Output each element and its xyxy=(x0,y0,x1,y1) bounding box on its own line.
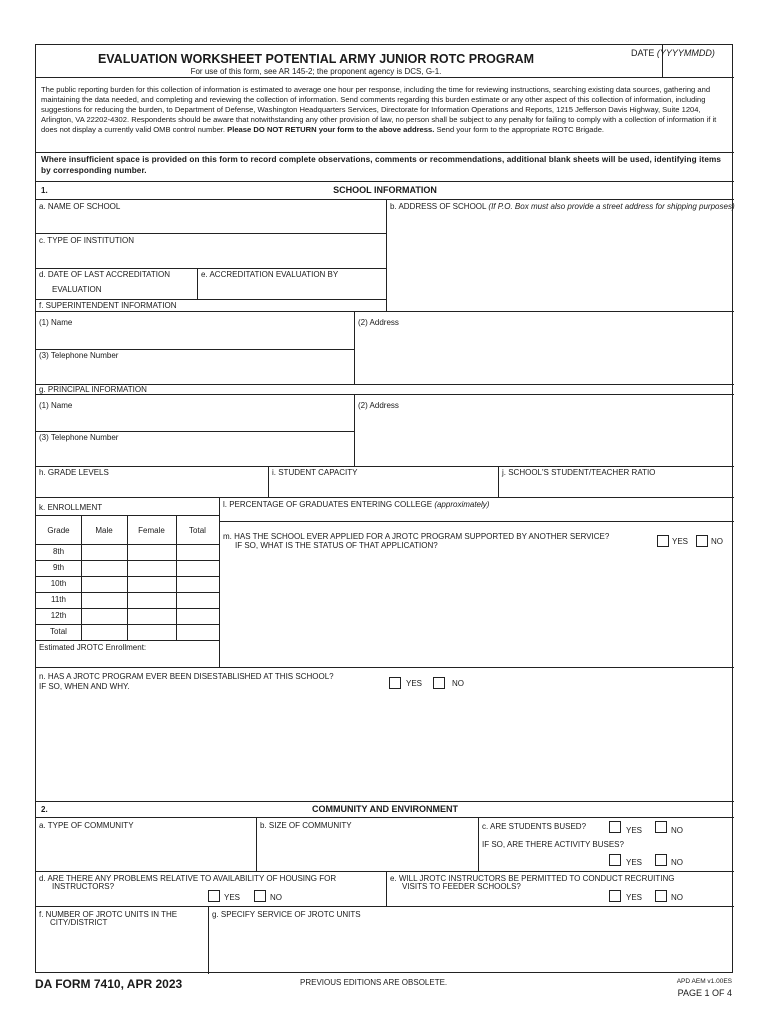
community-size-field[interactable] xyxy=(257,831,478,871)
bused-yes-label: YES xyxy=(626,826,643,835)
recruiting-visits-label-2: VISITS TO FEEDER SCHOOLS? xyxy=(402,882,521,891)
community-size-label: b. SIZE OF COMMUNITY xyxy=(260,821,352,830)
student-teacher-ratio-field[interactable] xyxy=(499,477,733,497)
principal-address-label: (2) Address xyxy=(358,401,399,410)
n-no-label: NO xyxy=(452,679,464,688)
recruiting-visits-label: e. WILL JROTC INSTRUCTORS BE PERMITTED TO CONDUCT RECRUITING xyxy=(390,874,675,883)
enrollment-label: k. ENROLLMENT xyxy=(39,503,103,512)
m-yes-checkbox[interactable] xyxy=(657,535,669,547)
institution-type-label: c. TYPE OF INSTITUTION xyxy=(39,236,134,245)
housing-yes-checkbox[interactable] xyxy=(208,890,220,902)
recruiting-yes-checkbox[interactable] xyxy=(609,890,621,902)
principal-label: g. PRINCIPAL INFORMATION xyxy=(39,385,147,394)
bused-no-label: NO xyxy=(671,826,683,835)
n-yes-checkbox[interactable] xyxy=(389,677,401,689)
when-why-label: IF SO, WHEN AND WHY. xyxy=(39,682,130,691)
estimated-enrollment-field[interactable] xyxy=(36,652,219,667)
recruiting-no-checkbox[interactable] xyxy=(655,890,667,902)
section-2-number: 2. xyxy=(41,805,48,814)
principal-name-label: (1) Name xyxy=(39,401,73,410)
header-male: Male xyxy=(95,526,113,535)
accreditation-by-label: e. ACCREDITATION EVALUATION BY xyxy=(201,270,339,279)
form-number: DA FORM 7410, APR 2023 xyxy=(35,977,183,991)
jrotc-units-count-field[interactable] xyxy=(36,929,208,974)
section-2-title: COMMUNITY AND ENVIRONMENT xyxy=(312,804,458,814)
grade-row-label: Total xyxy=(50,627,67,636)
community-type-label: a. TYPE OF COMMUNITY xyxy=(39,821,134,830)
school-name-field[interactable] xyxy=(36,211,386,233)
header-grade: Grade xyxy=(47,526,70,535)
principal-name-field[interactable] xyxy=(36,410,354,431)
applied-other-service-label: m. HAS THE SCHOOL EVER APPLIED FOR A JROTC PROGRAM SUPPORTED BY ANOTHER SERVICE? xyxy=(223,532,610,541)
bused-yes-checkbox[interactable] xyxy=(609,821,621,833)
principal-phone-label: (3) Telephone Number xyxy=(39,433,119,442)
college-percentage-field[interactable] xyxy=(220,509,733,521)
date-label: DATE (YYYYMMDD) xyxy=(631,48,715,58)
superintendent-phone-field[interactable] xyxy=(36,361,354,384)
activity-no-label: NO xyxy=(671,858,683,867)
grade-levels-label: h. GRADE LEVELS xyxy=(39,468,109,477)
housing-problems-label: d. ARE THERE ANY PROBLEMS RELATIVE TO AVAILABILITY OF HOUSING FOR xyxy=(39,874,337,883)
jrotc-units-count-label-2: CITY/DISTRICT xyxy=(50,918,108,927)
application-status-field[interactable] xyxy=(220,551,733,667)
estimated-enrollment-label: Estimated JROTC Enrollment: xyxy=(39,643,147,652)
form-page xyxy=(35,44,733,973)
grade-row-label: 8th xyxy=(52,547,65,556)
activity-yes-checkbox[interactable] xyxy=(609,854,621,866)
activity-yes-label: YES xyxy=(626,858,643,867)
superintendent-address-field[interactable] xyxy=(355,327,733,384)
activity-no-checkbox[interactable] xyxy=(655,854,667,866)
burden-statement: The public reporting burden for this collection of information is estimated to average one hour per response, including the time for reviewing instructions, searching existing data sources, gathering and maintaining the data needed, and completing and reviewing the collection of information. Send comments regarding this burden estimate or any other aspect of this collection of information, including suggestions for reducing the burden, to Department of Defense, Washington Headquarters Services, Directorate for Information Operations and Reports, 1215 Jefferson Davis Highway, Suite 1204, Arlington, VA 22202-4302. Respondents should be aware that notwithstanding any other provision of law, no person shall be subject to any penalty for failing to comply with a collection of information if it does not display a currently valid OMB control number. Please DO NOT RETURN your form to the above address. Send your form to the appropriate ROTC Brigade. xyxy=(41,85,717,135)
recruiting-yes-label: YES xyxy=(626,893,643,902)
recruiting-no-label: NO xyxy=(671,893,683,902)
grade-levels-field[interactable] xyxy=(36,477,268,497)
student-teacher-ratio-label: j. SCHOOL'S STUDENT/TEACHER RATIO xyxy=(502,468,656,477)
accreditation-date-label: d. DATE OF LAST ACCREDITATION xyxy=(39,270,170,279)
grade-row-label: 11th xyxy=(51,595,66,604)
school-address-label: b. ADDRESS OF SCHOOL (If P.O. Box must also provide a street address for shipping purposes) xyxy=(390,202,735,211)
accreditation-by-field[interactable] xyxy=(198,279,386,299)
principal-address-field[interactable] xyxy=(355,410,733,466)
activity-buses-label: IF SO, ARE THERE ACTIVITY BUSES? xyxy=(482,840,624,849)
housing-problems-label-2: INSTRUCTORS? xyxy=(52,882,115,891)
college-percentage-label: l. PERCENTAGE OF GRADUATES ENTERING COLLEGE (approximately) xyxy=(223,500,490,509)
students-bused-label: c. ARE STUDENTS BUSED? xyxy=(482,822,587,831)
housing-yes-label: YES xyxy=(224,893,241,902)
grade-row-label: 10th xyxy=(50,579,67,588)
version-label: APD AEM v1.00ES xyxy=(676,978,732,985)
superintendent-label: f. SUPERINTENDENT INFORMATION xyxy=(39,301,177,310)
date-field[interactable] xyxy=(663,59,733,77)
school-name-label: a. NAME OF SCHOOL xyxy=(39,202,121,211)
student-capacity-field[interactable] xyxy=(269,477,498,497)
n-yes-label: YES xyxy=(406,679,423,688)
housing-no-label: NO xyxy=(270,893,282,902)
header-total: Total xyxy=(189,526,206,535)
grade-row-label: 12th xyxy=(50,611,67,620)
m-no-checkbox[interactable] xyxy=(696,535,708,547)
disestablished-explanation-field[interactable] xyxy=(36,692,734,801)
disestablished-label: n. HAS A JROTC PROGRAM EVER BEEN DISESTABLISHED AT THIS SCHOOL? xyxy=(39,672,334,681)
accreditation-date-label-2: EVALUATION xyxy=(52,285,102,294)
previous-editions-note: PREVIOUS EDITIONS ARE OBSOLETE. xyxy=(300,978,448,987)
grade-row-label: 9th xyxy=(52,563,65,572)
instructions-note: Where insufficient space is provided on this form to record complete observations, comments or recommendations, additional blank sheets will be used, identifying items by corresponding number. xyxy=(41,155,722,175)
student-capacity-label: i. STUDENT CAPACITY xyxy=(272,468,358,477)
page-number: PAGE 1 OF 4 xyxy=(677,988,732,998)
community-type-field[interactable] xyxy=(36,831,256,871)
bused-no-checkbox[interactable] xyxy=(655,821,667,833)
principal-phone-field[interactable] xyxy=(36,443,354,466)
application-status-label: IF SO, WHAT IS THE STATUS OF THAT APPLICATION? xyxy=(235,541,438,550)
school-address-field[interactable] xyxy=(387,221,733,311)
superintendent-name-label: (1) Name xyxy=(39,318,73,327)
jrotc-service-field[interactable] xyxy=(209,920,733,974)
section-1-title: SCHOOL INFORMATION xyxy=(333,185,437,195)
form-subtitle: For use of this form, see AR 145-2; the proponent agency is DCS, G-1. xyxy=(190,67,442,76)
form-title: EVALUATION WORKSHEET POTENTIAL ARMY JUNIOR ROTC PROGRAM xyxy=(97,52,535,66)
superintendent-name-field[interactable] xyxy=(36,327,354,349)
m-yes-label: YES xyxy=(672,537,689,546)
header-female: Female xyxy=(138,526,165,535)
section-1-number: 1. xyxy=(41,186,48,195)
m-no-label: NO xyxy=(711,537,723,546)
superintendent-phone-label: (3) Telephone Number xyxy=(39,351,119,360)
superintendent-address-label: (2) Address xyxy=(358,318,399,327)
jrotc-units-count-label: f. NUMBER OF JROTC UNITS IN THE xyxy=(39,910,178,919)
n-no-checkbox[interactable] xyxy=(433,677,445,689)
housing-no-checkbox[interactable] xyxy=(254,890,266,902)
institution-type-field[interactable] xyxy=(36,246,386,268)
jrotc-service-label: g. SPECIFY SERVICE OF JROTC UNITS xyxy=(212,910,361,919)
